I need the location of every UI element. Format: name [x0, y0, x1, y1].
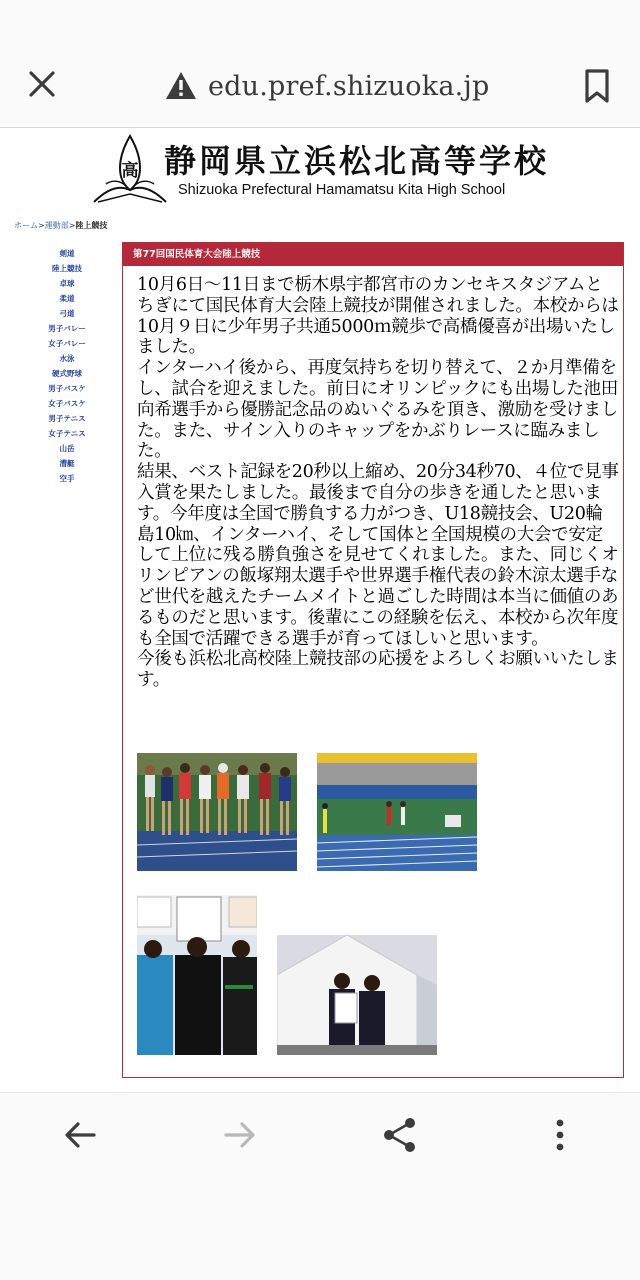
- sidenav-item-karate[interactable]: 空手: [59, 474, 75, 483]
- breadcrumb-separator: >: [68, 221, 76, 230]
- breadcrumb-current: 陸上競技: [75, 221, 108, 230]
- sidenav-item-kendo[interactable]: 剣道: [59, 249, 75, 258]
- sidenav-item-girls-volleyball[interactable]: 女子バレー: [48, 339, 86, 348]
- breadcrumb: [14, 220, 107, 231]
- share-icon[interactable]: [380, 1113, 420, 1157]
- breadcrumb-separator: >: [38, 221, 45, 230]
- close-icon[interactable]: [22, 64, 62, 104]
- browser-toolbar: [0, 0, 640, 128]
- sidenav-item-table-tennis[interactable]: 卓球: [59, 279, 75, 288]
- arrow-left-icon[interactable]: [60, 1113, 100, 1157]
- bookmark-icon[interactable]: [580, 66, 614, 106]
- school-name-en: Shizuoka Prefectural Hamamatsu Kita High School: [178, 182, 506, 198]
- school-name-jp: 静岡県立浜松北高等学校: [164, 142, 550, 180]
- team-certificate-photo[interactable]: [137, 895, 257, 1055]
- sidenav-item-rowing[interactable]: 漕艇: [59, 459, 75, 468]
- sidenav-item-swimming[interactable]: 水泳: [59, 354, 75, 363]
- article-paragraph: 10月6日～11日まで栃木県宇都宮市のカンセキスタジアムとちぎにて国民体育大会陸上競技が開催されました。本校からは10月９日に少年男子共通5000ｍ競歩で高橋優喜が出場いたしました。: [137, 275, 619, 358]
- article-panel: [122, 242, 624, 1078]
- sidenav-item-girls-basketball[interactable]: 女子バスケ: [48, 399, 86, 408]
- sidenav-item-boys-volleyball[interactable]: 男子バレー: [48, 324, 86, 333]
- article-title: 第77回国民体育大会陸上競技: [123, 243, 623, 266]
- emblem-char: 高: [121, 161, 139, 181]
- sidenav-item-baseball[interactable]: 硬式野球: [52, 369, 82, 378]
- article-paragraph: インターハイ後から、再度気持ちを切り替えて、２か月準備をし、試合を迎えました。前日にオリンピックにも出場した池田向希選手から優勝記念品のぬいぐるみを頂き、激励を受けました。また、サイン入りのキャップをかぶりレースに臨みました。: [137, 358, 618, 462]
- article-paragraph: 今後も浜松北高校陸上競技部の応援をよろしくお願いいたします。: [137, 649, 619, 691]
- address-bar[interactable]: [164, 66, 489, 106]
- arrow-right-icon[interactable]: [220, 1113, 260, 1157]
- browser-bottom-bar: [0, 1092, 640, 1280]
- club-sidenav: [30, 246, 104, 486]
- sidenav-item-boys-tennis[interactable]: 男子テニス: [48, 414, 86, 423]
- url-text[interactable]: edu.pref.shizuoka.jp: [208, 70, 490, 102]
- sidenav-item-judo[interactable]: 柔道: [59, 294, 75, 303]
- race-photo-walkers[interactable]: [137, 753, 297, 871]
- warning-icon[interactable]: [164, 69, 198, 103]
- sidenav-item-kyudo[interactable]: 弓道: [59, 309, 75, 318]
- web-page: [0, 128, 640, 1092]
- sidenav-item-boys-basketball[interactable]: 男子バスケ: [48, 384, 86, 393]
- stadium-track-photo[interactable]: [317, 753, 477, 871]
- sidenav-item-girls-tennis[interactable]: 女子テニス: [48, 429, 86, 438]
- tent-certificate-photo[interactable]: [277, 935, 437, 1055]
- school-header[interactable]: [92, 132, 552, 210]
- more-vert-icon[interactable]: [540, 1113, 580, 1157]
- breadcrumb-home[interactable]: ホーム: [14, 221, 38, 230]
- school-emblem: [92, 134, 168, 206]
- sidenav-item-athletics[interactable]: 陸上競技: [52, 264, 82, 273]
- sidenav-item-mountaineering[interactable]: 山岳: [59, 444, 75, 453]
- breadcrumb-club[interactable]: 運動部: [44, 221, 69, 230]
- article-body: [137, 275, 619, 691]
- article-paragraph: 結果、ベスト記録を20秒以上縮め、20分34秒70、４位で見事入賞を果たしました。最後まで自分の歩きを通したと思います。今年度は全国で勝負する力がつき、U18競技会、U20輪島10㎞、インターハイ、そして国体と全国規模の大会で安定して上位に残る勝負強さを見せてくれました。また、同じくオリンピアンの飯塚翔太選手や世界選手権代表の鈴木涼太選手など世代を越えたチームメイトと過ごした時間は本当に価値のあるものだと思います。後輩にこの経験を伝え、本校から次年度も全国で活躍できる選手が育ってほしいと思います。: [137, 462, 619, 649]
